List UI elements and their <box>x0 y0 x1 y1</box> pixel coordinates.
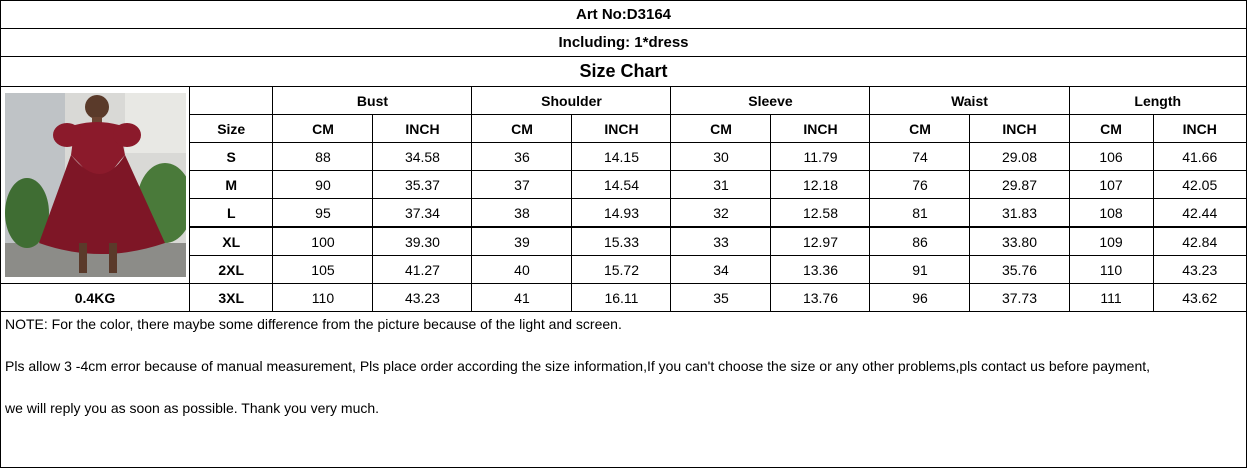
table-cell: 41.27 <box>373 256 472 284</box>
group-shoulder: Shoulder <box>472 87 671 115</box>
table-cell: 110 <box>1069 256 1153 284</box>
table-cell: 100 <box>273 227 373 256</box>
table-cell: 81 <box>870 199 970 228</box>
table-cell: 42.84 <box>1153 227 1246 256</box>
table-cell: 37.34 <box>373 199 472 228</box>
table-cell: 105 <box>273 256 373 284</box>
table-cell: 43.23 <box>373 284 472 312</box>
table-cell: 31 <box>671 171 771 199</box>
table-cell: 74 <box>870 143 970 171</box>
table-cell: 38 <box>472 199 572 228</box>
table-cell: 13.76 <box>771 284 870 312</box>
product-photo <box>1 87 189 284</box>
table-cell: 31.83 <box>970 199 1069 228</box>
unit-cm: CM <box>1069 115 1153 143</box>
table-cell: 43.23 <box>1153 256 1246 284</box>
unit-inch: INCH <box>970 115 1069 143</box>
table-cell: 110 <box>273 284 373 312</box>
note-color: NOTE: For the color, there maybe some difference from the picture because of the light and screen. <box>5 316 622 332</box>
product-weight: 0.4KG <box>74 289 116 306</box>
size-label: M <box>190 171 273 199</box>
table-cell: 32 <box>671 199 771 228</box>
group-bust: Bust <box>273 87 472 115</box>
table-row <box>190 143 1246 171</box>
size-chart <box>1 87 1246 312</box>
table-cell: 42.05 <box>1153 171 1246 199</box>
table-row <box>190 284 1246 312</box>
table-cell: 14.54 <box>572 171 671 199</box>
table-cell: 30 <box>671 143 771 171</box>
size-table <box>190 87 1246 311</box>
note-measurement: Pls allow 3 -4cm error because of manual measurement, Pls place order according the size information,If you can't choose the size or any other problems,pls contact us before payment, <box>5 358 1151 374</box>
size-label: L <box>190 199 273 228</box>
table-cell: 29.87 <box>970 171 1069 199</box>
table-cell: 33 <box>671 227 771 256</box>
art-number: Art No:D3164 <box>1 1 1246 29</box>
dress-photo-icon <box>5 93 186 277</box>
table-cell: 34 <box>671 256 771 284</box>
size-label: 3XL <box>190 284 273 312</box>
table-cell: 76 <box>870 171 970 199</box>
table-cell: 12.18 <box>771 171 870 199</box>
size-label: S <box>190 143 273 171</box>
group-header-row <box>190 87 1246 115</box>
table-cell: 34.58 <box>373 143 472 171</box>
table-cell: 108 <box>1069 199 1153 228</box>
size-column-header: Size <box>190 115 273 143</box>
table-cell: 41 <box>472 284 572 312</box>
table-cell: 15.72 <box>572 256 671 284</box>
table-row <box>190 171 1246 199</box>
unit-inch: INCH <box>572 115 671 143</box>
notes-section <box>1 312 1246 421</box>
table-cell: 111 <box>1069 284 1153 312</box>
table-cell: 39 <box>472 227 572 256</box>
blank-header-cell <box>190 87 273 115</box>
table-cell: 109 <box>1069 227 1153 256</box>
unit-cm: CM <box>273 115 373 143</box>
table-cell: 42.44 <box>1153 199 1246 228</box>
table-cell: 96 <box>870 284 970 312</box>
table-cell: 107 <box>1069 171 1153 199</box>
unit-inch: INCH <box>373 115 472 143</box>
table-cell: 35.76 <box>970 256 1069 284</box>
table-cell: 88 <box>273 143 373 171</box>
unit-cm: CM <box>671 115 771 143</box>
table-row <box>190 256 1246 284</box>
table-cell: 106 <box>1069 143 1153 171</box>
table-cell: 14.15 <box>572 143 671 171</box>
table-cell: 36 <box>472 143 572 171</box>
table-cell: 40 <box>472 256 572 284</box>
including-line: Including: 1*dress <box>1 29 1246 57</box>
table-cell: 37 <box>472 171 572 199</box>
table-cell: 29.08 <box>970 143 1069 171</box>
table-cell: 14.93 <box>572 199 671 228</box>
table-cell: 35 <box>671 284 771 312</box>
table-cell: 12.58 <box>771 199 870 228</box>
table-cell: 41.66 <box>1153 143 1246 171</box>
product-column <box>1 87 190 311</box>
table-cell: 95 <box>273 199 373 228</box>
table-cell: 15.33 <box>572 227 671 256</box>
table-cell: 16.11 <box>572 284 671 312</box>
table-cell: 90 <box>273 171 373 199</box>
table-cell: 12.97 <box>771 227 870 256</box>
unit-inch: INCH <box>1153 115 1246 143</box>
group-length: Length <box>1069 87 1246 115</box>
table-cell: 86 <box>870 227 970 256</box>
table-cell: 13.36 <box>771 256 870 284</box>
unit-cm: CM <box>472 115 572 143</box>
table-cell: 11.79 <box>771 143 870 171</box>
unit-cm: CM <box>870 115 970 143</box>
group-sleeve: Sleeve <box>671 87 870 115</box>
table-cell: 91 <box>870 256 970 284</box>
group-waist: Waist <box>870 87 1069 115</box>
page-title: Size Chart <box>1 57 1246 87</box>
size-label: XL <box>190 227 273 256</box>
table-cell: 35.37 <box>373 171 472 199</box>
table-cell: 43.62 <box>1182 289 1218 306</box>
unit-inch: INCH <box>771 115 870 143</box>
size-label: 2XL <box>190 256 273 284</box>
table-row <box>190 199 1246 228</box>
table-row <box>190 227 1246 256</box>
table-cell: 33.80 <box>970 227 1069 256</box>
note-reply: we will reply you as soon as possible. Thank you very much. <box>5 400 380 416</box>
table-cell: 39.30 <box>373 227 472 256</box>
unit-header-row <box>190 115 1246 143</box>
table-cell: 37.73 <box>970 284 1069 312</box>
